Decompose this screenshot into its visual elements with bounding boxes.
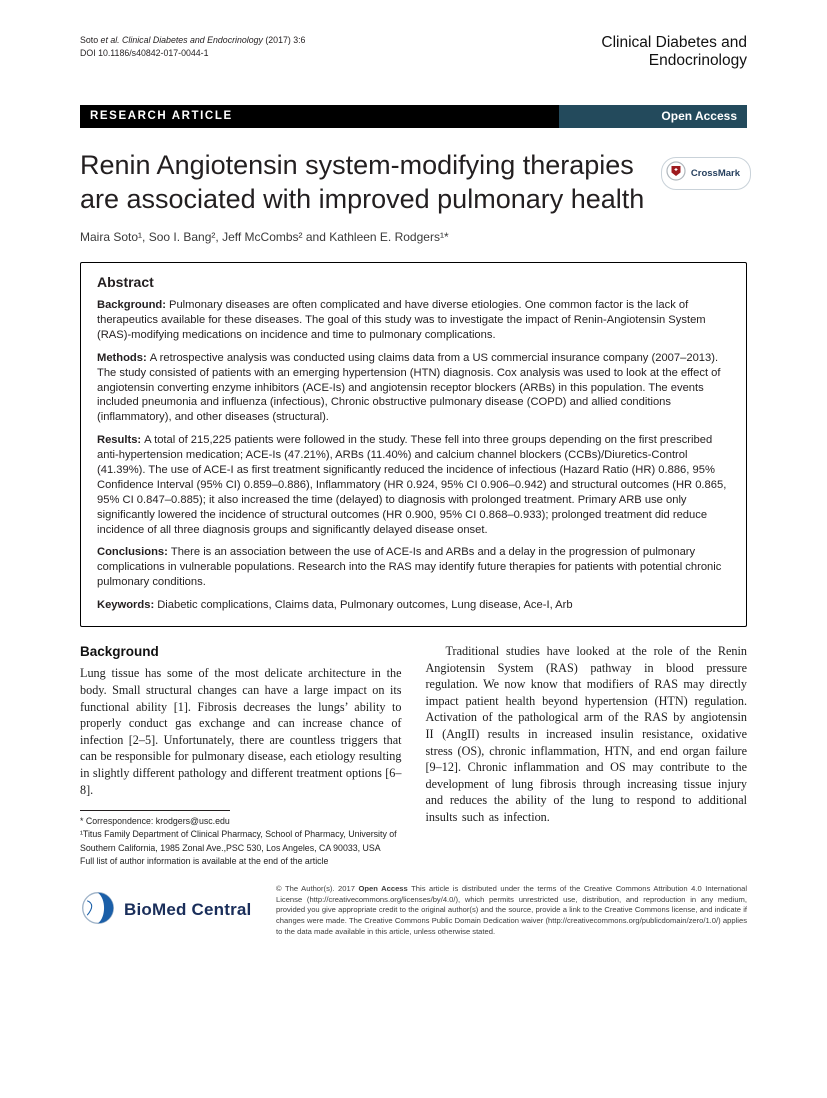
footnote-author-info: Full list of author information is available at the end of the article bbox=[80, 855, 329, 866]
journal-name-line2: Endocrinology bbox=[648, 52, 747, 70]
page-header bbox=[80, 34, 747, 71]
abstract-text-results: A total of 215,225 patients were followed in the study. These fell into three groups depending on the first prescribed anti-hypertension medication; ACE-Is (47.21%), ARBs (11.40%) and calcium channel blockers (CCBs)/Diuretics-Control (41.39%). The use of ACE-I as first treatment significantly reduced the incidence of infectious (Hazard Ratio (HR) 0.886, 95% Confidence Interval (95% CI) 0.859–0.886), Inflammatory (HR 0.924, 95% CI 0.906–0.942) and structural outcomes (HR 0.865, 95% CI 0.847–0.885); it also increased the time (delayed) to diagnosis with prolonged treatment. Primary ARB use only significantly lowered the incidence of structural outcomes (HR 0.900, 95% CI 0.868–0.933); prolonged treatment did reduce incidence of all three diagnosis groups and significantly delayed disease onset. bbox=[97, 434, 727, 536]
abstract-section-results bbox=[97, 433, 730, 537]
citation-line1 bbox=[80, 34, 305, 47]
article-title: Renin Angiotensin system-modifying therapies are associated with improved pulmonary health bbox=[80, 149, 645, 214]
abstract-section-background bbox=[97, 298, 730, 343]
abstract-section-keywords bbox=[97, 598, 730, 613]
correspondence-label: * Correspondence: bbox=[80, 816, 156, 827]
citation-doi: DOI 10.1186/s40842-017-0044-1 bbox=[80, 47, 209, 58]
crossmark-badge[interactable] bbox=[661, 157, 751, 190]
abstract-text-methods: A retrospective analysis was conducted using claims data from a US commercial insurance company (2007–2013). The study consisted of patients with an emerging hypertension (HTN) diagnosis. Cox analysis was used to look at the effect of angiotensin converting enzyme inhibitors (ACE-Is) and angiotensin receptor blockers (ARBs) in this population. The events included pneumonia and influenza (infectious), Chronic obstructive pulmonary disease (COPD) and allied conditions (inflammatory), and other diseases (structural). bbox=[97, 351, 721, 424]
header-citation bbox=[80, 34, 305, 60]
footnote-divider bbox=[80, 810, 230, 811]
copyright-prefix: © The Author(s). 2017 bbox=[276, 883, 359, 893]
abstract-label-results: Results: bbox=[97, 434, 142, 447]
background-heading: Background bbox=[80, 644, 159, 660]
page-footer bbox=[80, 884, 747, 938]
abstract-label-conclusions: Conclusions: bbox=[97, 546, 168, 559]
article-type-banner bbox=[80, 105, 747, 128]
journal-name bbox=[601, 34, 747, 71]
keywords-label: Keywords: bbox=[97, 599, 155, 612]
open-access-label: Open Access bbox=[559, 105, 747, 128]
crossmark-label: CrossMark bbox=[690, 168, 740, 179]
keywords-text: Diabetic complications, Claims data, Pulmonary outcomes, Lung disease, Ace-I, Arb bbox=[157, 599, 573, 612]
abstract-text-background: Pulmonary diseases are often complicated and have diverse etiologies. One common factor is the lack of therapeutics available for these diseases. The goal of this study was to investigate the impact of Renin-Angiotensin System (RAS)-modifying medications on incidence and time to pulmonary complications. bbox=[97, 299, 706, 341]
body-columns bbox=[80, 643, 747, 868]
left-column bbox=[80, 643, 402, 868]
copyright-text bbox=[276, 884, 747, 938]
research-article-label: RESEARCH ARTICLE bbox=[80, 105, 559, 128]
abstract-box bbox=[80, 262, 747, 627]
logo-text: BioMed Central bbox=[124, 900, 252, 920]
background-paragraph: Lung tissue has some of the most delicate architecture in the body. Small structural changes can have a large impact on its functional ability [1]. Fibrosis decreases the lungs’ ability to properly conduct gas exchange and can increase chance of infection [2–5]. Unfortunately, there are countless triggers that can be responsible for pulmonary disease, each etiology resulting in slightly different pathology and different treatment options [6–8]. bbox=[80, 666, 402, 797]
biomed-central-sphere-icon bbox=[80, 890, 116, 931]
copyright-open-access: Open Access bbox=[358, 883, 408, 893]
abstract-section-conclusions bbox=[97, 545, 730, 590]
citation-volume: (2017) 3:6 bbox=[262, 35, 306, 45]
footnote-correspondence bbox=[80, 815, 402, 828]
biomed-central-logo bbox=[80, 884, 260, 931]
correspondence-email-link[interactable]: krodgers@usc.edu bbox=[155, 816, 230, 827]
abstract-label-methods: Methods: bbox=[97, 351, 147, 364]
citation-author: Soto bbox=[80, 35, 101, 45]
abstract-heading: Abstract bbox=[97, 274, 154, 291]
citation-journal-italic: et al. Clinical Diabetes and Endocrinology bbox=[100, 35, 263, 45]
abstract-text-conclusions: There is an association between the use of ACE-Is and ARBs and a delay in the progression of pulmonary complications in vulnerable populations. Research into the RAS may identify future therapies for patients with potential chronic pulmonary conditions. bbox=[97, 546, 722, 589]
footnote-affiliation: ¹Titus Family Department of Clinical Pharmacy, School of Pharmacy, University of Southern California, 1985 Zonal Ave.,PSC 530, Los Angeles, CA 90033, USA bbox=[80, 829, 397, 853]
copyright-body: This article is distributed under the terms of the Creative Commons Attribution 4.0 International License (http://creativecommons.org/licenses/by/4.0/), which permits unrestricted use, distribution, and reproduction in any medium, provided you give appropriate credit to the original author(s) and the source, provide a link to the Creative Commons license, and indicate if changes were made. The Creative Commons Public Domain Dedication waiver (http://creativecommons.org/publicdomain/zero/1.0/) applies to the data made available in this article, unless otherwise stated. bbox=[276, 883, 748, 937]
crossmark-icon bbox=[666, 161, 686, 186]
abstract-section-methods bbox=[97, 351, 730, 425]
author-list: Maira Soto¹, Soo I. Bang², Jeff McCombs² and Kathleen E. Rodgers¹* bbox=[80, 230, 449, 245]
intro-paragraph: Traditional studies have looked at the role of the Renin Angiotensin System (RAS) pathway in blood pressure regulation. We now know that modifiers of RAS may directly impact patient health beyond hypertension (HTN) regulation. Activation of the pathological arm of the RAS by angiotensin II (AngII) results in increased insulin resistance, oxidative stress (OS), chronic inflammation, HTN, and end organ failure [9–12]. Chronic inflammation and OS may contribute to the development of lung fibrosis through increasing tissue injury and reduces the ability of the lung to respond to additional insults such as infection. bbox=[425, 644, 747, 824]
footnote-block bbox=[80, 810, 402, 868]
abstract-label-background: Background: bbox=[97, 299, 166, 312]
journal-name-line1: Clinical Diabetes and bbox=[601, 34, 747, 51]
right-column bbox=[426, 643, 748, 868]
